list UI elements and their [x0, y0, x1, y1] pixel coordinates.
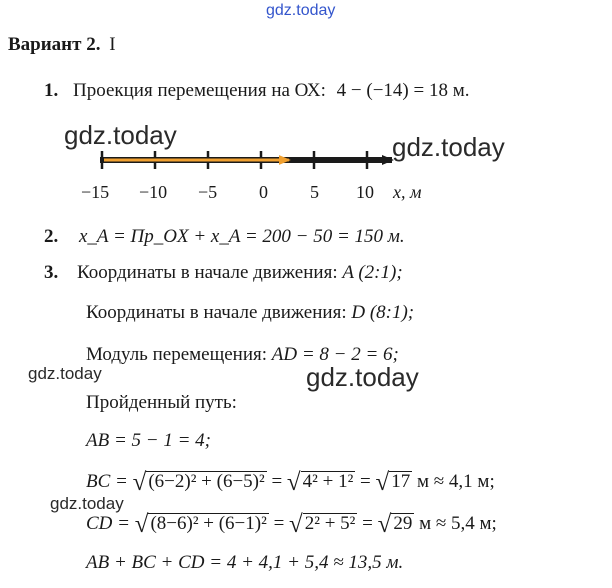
title-text: Вариант 2.	[8, 34, 101, 55]
item-3-line2-text: Координаты в начале движения:	[86, 302, 347, 323]
bc-sqrt-1: √ (6−2)² + (6−5)²	[132, 469, 265, 496]
bc-radicand-3: 17	[391, 471, 411, 492]
watermark-mid-left: gdz.today	[28, 364, 102, 383]
bc-radicand-2: 4² + 1²	[302, 471, 354, 492]
item-1	[44, 80, 470, 102]
item-3-line3-text: Модуль перемещения:	[86, 344, 268, 365]
watermark-top: gdz.today	[266, 2, 336, 19]
cd-sqrt-1: √ (8−6)² + (6−1)²	[134, 511, 267, 538]
tick-label: −5	[198, 182, 218, 202]
item-3-number: 3.	[44, 262, 59, 283]
formula-bc: BC = √ (6−2)² + (6−5)² = √ 4² + 1² = √ 17 м ≈ 4,1 м;	[86, 469, 495, 496]
tick-label: 10	[356, 182, 374, 202]
item-3-line2-value: D (8:1);	[351, 302, 415, 323]
item-2-formula: x_A = Пр_OX + x_A = 200 − 50 = 150 м.	[79, 226, 405, 247]
item-1-number: 1.	[44, 80, 59, 101]
formula-sum: AB + BC + CD = 4 + 4,1 + 5,4 ≈ 13,5 м.	[86, 552, 404, 573]
cd-lhs: CD =	[86, 513, 130, 534]
watermark-axis-right: gdz.today	[392, 132, 505, 162]
bc-sqrt-2: √ 4² + 1²	[286, 469, 354, 496]
number-axis	[0, 140, 612, 180]
tick-label: 0	[259, 182, 268, 202]
title-mark: I	[109, 34, 116, 55]
cd-radicand-1: (8−6)² + (6−1)²	[150, 513, 267, 534]
item-3	[44, 262, 403, 284]
watermark-mid-center: gdz.today	[306, 362, 419, 392]
item-1-formula: 4 − (−14) = 18 м.	[336, 80, 470, 101]
bc-sqrt-3: √ 17	[375, 469, 411, 496]
watermark-lower-left: gdz.today	[50, 494, 124, 513]
axis-label: x, м	[393, 182, 422, 202]
watermark-axis-left: gdz.today	[64, 120, 177, 150]
formula-cd: CD = √ (8−6)² + (6−1)² = √ 2² + 5² = √ 29 м ≈ 5,4 м;	[86, 511, 497, 538]
cd-tail: м ≈ 5,4 м;	[419, 513, 497, 534]
page-title	[8, 34, 116, 56]
bc-lhs: BC =	[86, 471, 128, 492]
item-3-line4: Пройденный путь:	[86, 392, 237, 413]
cd-radicand-3: 29	[393, 513, 413, 534]
item-1-text: Проекция перемещения на ОХ:	[73, 80, 326, 101]
bc-tail: м ≈ 4,1 м;	[416, 471, 495, 492]
tick-label: −10	[139, 182, 168, 202]
item-3-line1-text: Координаты в начале движения:	[77, 262, 338, 283]
item-2-number: 2.	[44, 226, 59, 247]
cd-sqrt-3: √ 29	[377, 511, 413, 538]
formula-ab: AB = 5 − 1 = 4;	[86, 430, 212, 451]
item-3-line3-value: AD = 8 − 2 = 6;	[271, 344, 399, 365]
item-3-line2	[86, 302, 414, 324]
item-2	[44, 226, 405, 248]
tick-label: −15	[81, 182, 110, 202]
cd-sqrt-2: √ 2² + 5²	[289, 511, 356, 538]
tick-label: 5	[310, 182, 319, 202]
item-3-line1-value: A (2:1);	[342, 262, 403, 283]
bc-radicand-1: (6−2)² + (6−5)²	[148, 471, 265, 492]
cd-radicand-2: 2² + 5²	[304, 513, 356, 534]
